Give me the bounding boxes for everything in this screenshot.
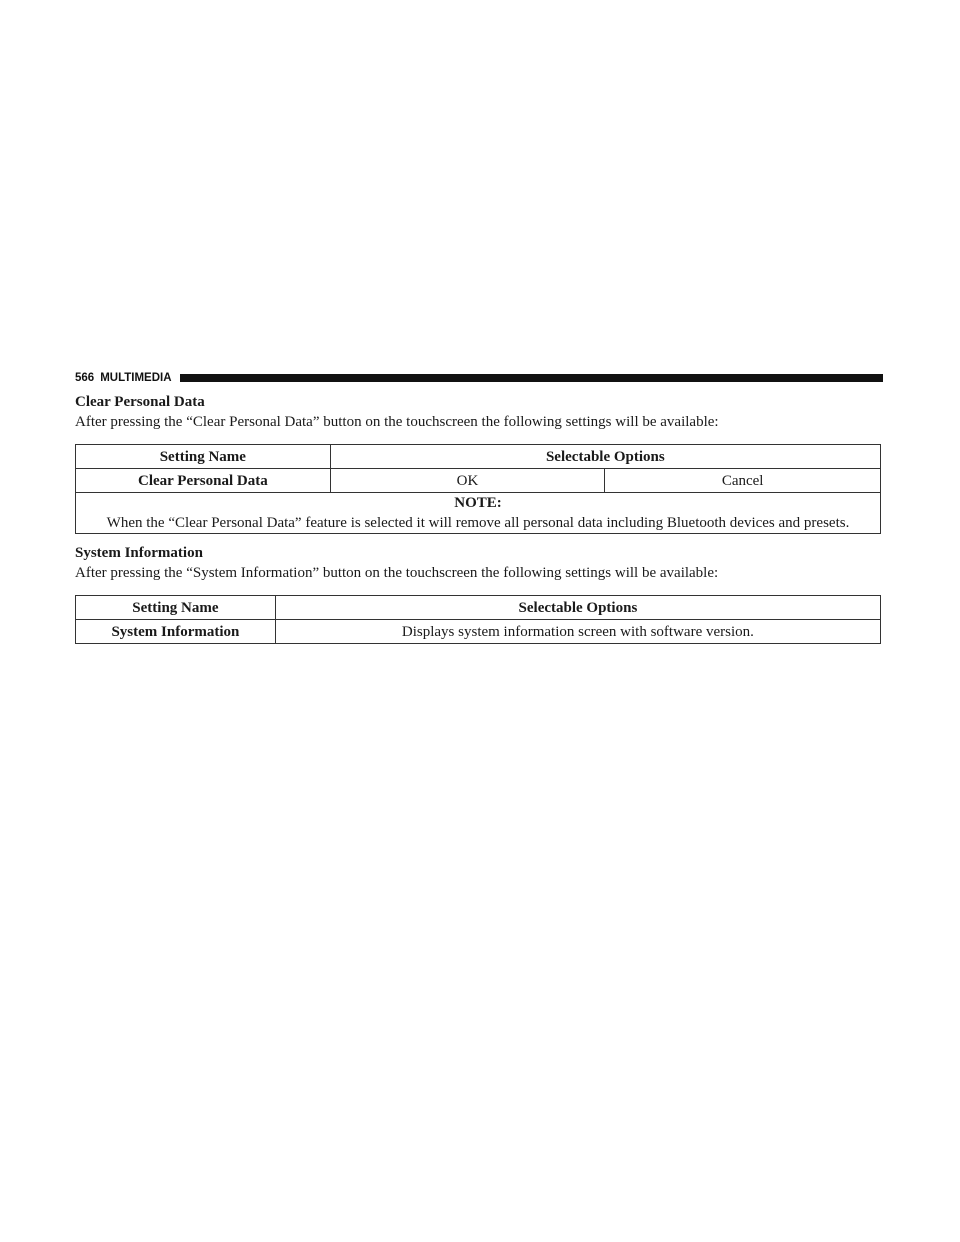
clear-personal-data-heading: Clear Personal Data (75, 394, 205, 410)
system-information-intro: After pressing the “System Information” button on the touchscreen the following settings will be available: (75, 565, 719, 581)
system-information-table (75, 595, 881, 644)
header-rule (180, 374, 883, 382)
section-name: MULTIMEDIA (100, 372, 172, 384)
option-cancel-cell: Cancel (605, 469, 881, 493)
note-cell (76, 493, 881, 534)
note-row (76, 493, 881, 534)
table-row (76, 469, 881, 493)
clear-personal-data-intro: After pressing the “Clear Personal Data” button on the touchscreen the following settings will be available: (75, 414, 719, 430)
setting-name-cell: System Information (76, 620, 276, 644)
page-number: 566 (75, 372, 95, 384)
page-content (75, 392, 883, 653)
setting-name-cell: Clear Personal Data (76, 469, 331, 493)
note-text: When the “Clear Personal Data” feature is selected it will remove all personal data including Bluetooth devices and presets. (106, 515, 850, 531)
page-header (75, 371, 883, 385)
note-label: NOTE: (454, 495, 502, 511)
option-ok-cell: OK (330, 469, 605, 493)
table-header-row (76, 596, 881, 620)
table-row (76, 620, 881, 644)
col-setting-name: Setting Name (76, 445, 331, 469)
option-description-cell: Displays system information screen with software version. (275, 620, 880, 644)
col-selectable-options: Selectable Options (275, 596, 880, 620)
system-information-heading: System Information (75, 545, 203, 561)
table-header-row (76, 445, 881, 469)
clear-personal-data-table (75, 444, 881, 534)
col-setting-name: Setting Name (76, 596, 276, 620)
col-selectable-options: Selectable Options (330, 445, 880, 469)
